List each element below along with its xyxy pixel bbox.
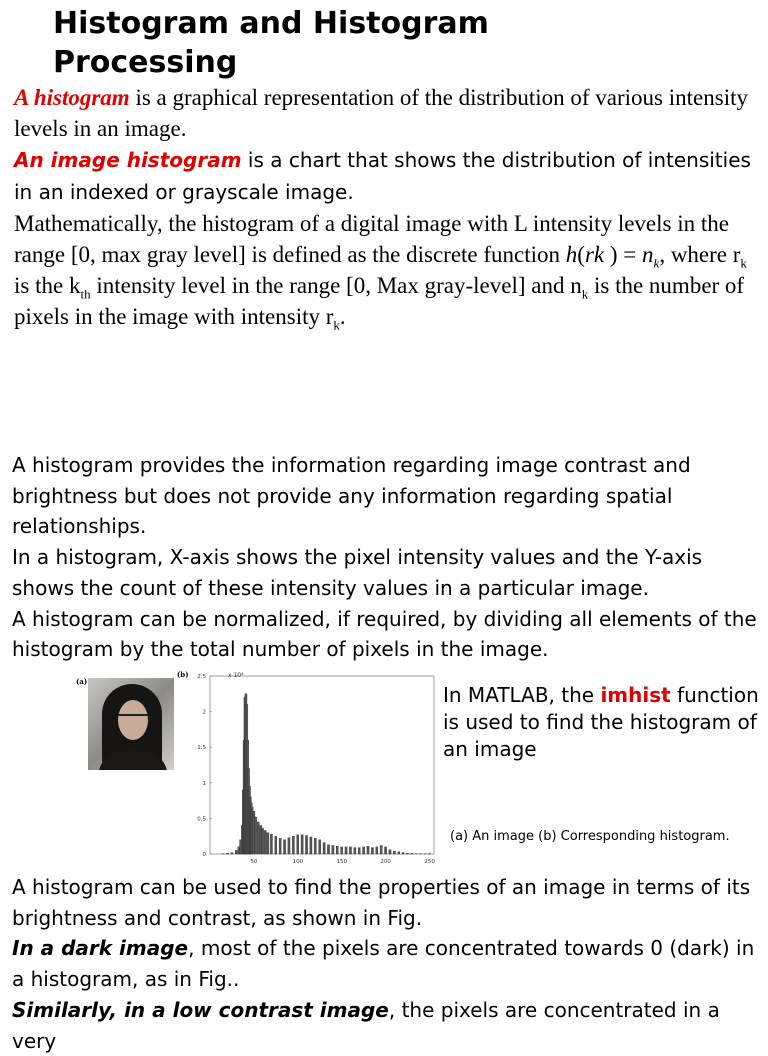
y-tick-label: 2 — [203, 710, 207, 716]
histogram-bar — [323, 843, 325, 854]
middle-paragraph-2: In a histogram, X-axis shows the pixel intensity values and the Y-axis shows the count of these intensity values in a particular image. — [12, 542, 762, 603]
math-func: h — [566, 242, 578, 267]
histogram-bar — [380, 845, 382, 854]
histogram-bar — [235, 850, 237, 854]
middle-section — [12, 450, 762, 665]
histogram-bar — [231, 853, 233, 854]
histogram-bar — [262, 828, 264, 854]
x-tick-label: 50 — [250, 859, 257, 865]
histogram-bar — [354, 848, 356, 854]
y-tick-label: 1 — [203, 781, 207, 787]
x-tick-label: 150 — [337, 859, 348, 865]
math-text: Mathematically, the histogram of a digital image with L intensity levels in the range [0, max gray level] is defined as the discrete function — [14, 211, 729, 267]
y-tick-label: 2.5 — [197, 674, 206, 680]
histogram-bar — [267, 833, 269, 854]
matlab-note — [443, 682, 763, 763]
histogram-bar — [257, 822, 259, 854]
math-sub: k — [654, 256, 660, 271]
low-contrast-term: Similarly, in a low contrast image — [12, 998, 389, 1022]
math-sub: k — [582, 287, 589, 302]
histogram-bar — [393, 851, 395, 854]
bottom-paragraph-3 — [12, 995, 762, 1056]
middle-paragraph-3: A histogram can be normalized, if required, by dividing all elements of the histogram by the total number of pixels in the image. — [12, 604, 762, 665]
y-tick-label: 1.5 — [197, 745, 206, 751]
intro-p2-text: is a chart that shows the distribution of intensities in an indexed or grayscale image. — [14, 148, 751, 204]
math-sub: k — [333, 318, 340, 333]
photo-glasses — [118, 714, 148, 722]
histogram-bar — [319, 840, 321, 854]
histogram-bar — [332, 845, 334, 854]
math-text: is the number of pixels in the image with intensity r — [14, 273, 744, 329]
histogram-bar — [301, 835, 303, 854]
bottom-p3-text: , the pixels are concentrated in a very — [12, 998, 720, 1053]
histogram-bar — [345, 847, 347, 854]
figure-label-a: (a) — [76, 677, 87, 686]
intro-p1-text: is a graphical representation of the distribution of various intensity levels in an image. — [14, 85, 748, 141]
term-histogram: A histogram — [14, 85, 130, 110]
y-exponent-label: x 10⁴ — [228, 672, 244, 679]
histogram-bar — [371, 848, 373, 854]
math-var: rk — [585, 242, 604, 267]
bottom-section — [12, 872, 762, 1056]
intro-paragraph-3 — [14, 208, 759, 332]
histogram-bar — [292, 836, 294, 854]
histogram-bar — [283, 840, 285, 854]
math-sub: th — [80, 287, 90, 302]
intro-paragraph-1 — [14, 82, 759, 144]
histogram-bar — [336, 846, 338, 854]
histogram-bar — [406, 853, 408, 854]
histogram-bar — [310, 837, 312, 854]
histogram-chart — [180, 668, 440, 868]
bottom-paragraph-2 — [12, 933, 762, 994]
math-var: n — [642, 242, 654, 267]
histogram-bar — [349, 847, 351, 854]
intro-section — [14, 82, 759, 332]
matlab-post: function is used to find the histogram of an image — [443, 683, 759, 761]
histogram-bar — [254, 817, 256, 854]
y-tick-label: 0 — [203, 852, 207, 858]
histogram-bar — [411, 853, 413, 854]
histogram-bar — [389, 850, 391, 854]
term-image-histogram: An image histogram — [14, 148, 242, 172]
page-title: Histogram and Histogram Processing — [53, 4, 613, 82]
histogram-bar — [226, 853, 228, 854]
imhist-keyword: imhist — [600, 683, 670, 707]
histogram-bar — [363, 847, 365, 854]
histogram-bar — [270, 834, 272, 854]
matlab-pre: In MATLAB, the — [443, 683, 600, 707]
math-text: intensity level in the range [0, Max gray-level] and n — [91, 273, 582, 298]
histogram-bar — [288, 838, 290, 854]
math-text: ) = — [604, 242, 642, 267]
math-text: , where r — [659, 242, 740, 267]
histogram-bar — [305, 835, 307, 854]
histogram-bar — [358, 848, 360, 854]
histogram-bar — [367, 846, 369, 854]
x-tick-label: 100 — [293, 859, 304, 865]
math-text: ( — [577, 242, 585, 267]
dark-image-term: In a dark image — [12, 936, 188, 960]
portrait-image — [88, 678, 174, 770]
figure-caption: (a) An image (b) Corresponding histogram. — [450, 828, 740, 845]
intro-paragraph-2 — [14, 144, 759, 208]
x-tick-label: 200 — [380, 859, 391, 865]
x-tick-label: 250 — [424, 859, 435, 865]
figure-label-b: (b) — [177, 670, 189, 679]
bottom-paragraph-1: A histogram can be used to find the properties of an image in terms of its brightness and contrast, as shown in Fig. — [12, 872, 762, 933]
middle-paragraph-1: A histogram provides the information regarding image contrast and brightness but does not provide any information regarding spatial relationships. — [12, 450, 762, 542]
histogram-bar — [402, 853, 404, 854]
histogram-bar — [314, 838, 316, 854]
histogram-bar — [279, 838, 281, 854]
y-tick-label: 0.5 — [197, 816, 206, 822]
histogram-bar — [398, 852, 400, 854]
histogram-bar — [327, 845, 329, 854]
math-text: . — [340, 304, 346, 329]
math-sub: k — [740, 256, 747, 271]
bottom-p2-text: , most of the pixels are concentrated towards 0 (dark) in a histogram, as in Fig.. — [12, 936, 754, 991]
histogram-bar — [275, 836, 277, 854]
histogram-bar — [376, 847, 378, 854]
histogram-figure — [70, 668, 440, 868]
math-text: is the k — [14, 273, 80, 298]
histogram-bar — [264, 831, 266, 854]
histogram-bar — [297, 835, 299, 854]
